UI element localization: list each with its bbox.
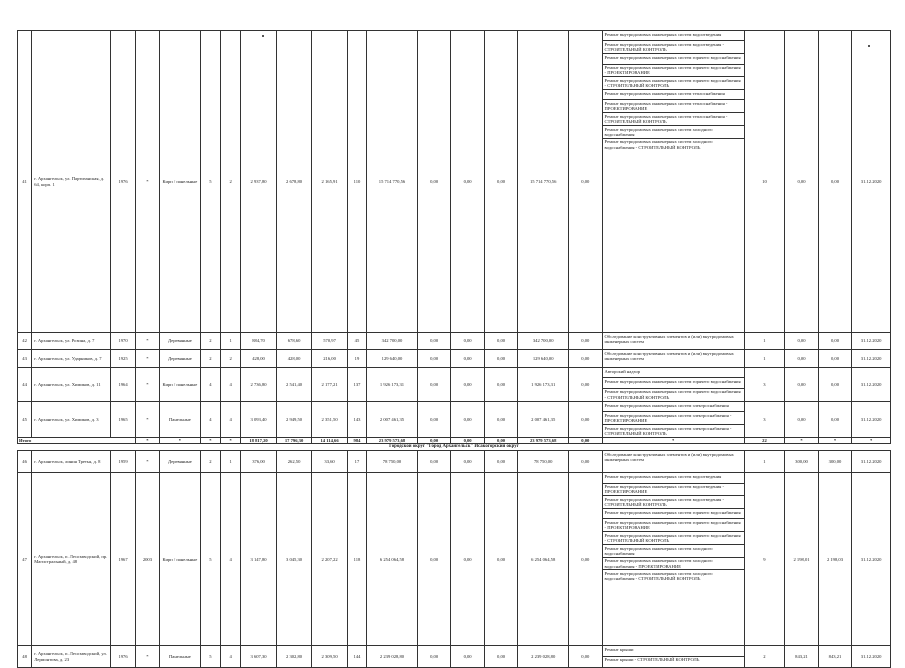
cell-c1: 300,00 <box>785 451 818 473</box>
cell-f2: 0,00 <box>451 451 484 473</box>
cell-c1: 843,21 <box>785 646 818 668</box>
works-list <box>602 368 744 402</box>
total-a1: 18 817,20 <box>241 437 277 443</box>
cell-p: 45 <box>347 333 366 350</box>
cell-a2: 678,60 <box>276 333 312 350</box>
cell-c2: 0,00 <box>818 350 851 368</box>
cell-fl: 5 <box>200 646 220 668</box>
work-item: Ремонт внутридомовых инженерных систем теплоснабжения <box>603 90 744 100</box>
cell-f4: 0,00 <box>569 473 602 646</box>
cell-t: 78 750,00 <box>367 451 418 473</box>
cell-u: 9 <box>744 473 785 646</box>
cell-c1: 0,00 <box>785 31 818 333</box>
cell-y1: 1959 <box>111 451 135 473</box>
cell-d: 31.12.2020 <box>852 31 891 333</box>
work-item: Обследование конструктивных элементов и (или) внутридомовых инженерных систем <box>604 333 734 344</box>
cell-y2: * <box>135 402 159 438</box>
works-list <box>602 473 744 646</box>
cell-f3: 0,00 <box>484 350 517 368</box>
cell-y1: 1925 <box>111 350 135 368</box>
total-a2: 17 796,30 <box>276 437 312 443</box>
cell-a3: 2 351,50 <box>312 402 348 438</box>
cell-d: 31.12.2020 <box>852 350 891 368</box>
cell-fl: 4 <box>200 368 220 402</box>
cell-a3: 33,60 <box>312 451 348 473</box>
cell-n: 47 <box>18 473 32 646</box>
cell-y2: * <box>135 451 159 473</box>
work-item: Ремонт внутридомовых инженерных систем водоотведения - СТРОИТЕЛЬНЫЙ КОНТРОЛЬ <box>603 41 744 54</box>
cell-y1: 1970 <box>111 333 135 350</box>
cell-n: 41 <box>18 31 32 333</box>
cell-a2: 3 045,30 <box>276 473 312 646</box>
cell-a2: 2 541,40 <box>276 368 312 402</box>
work-item: Ремонт внутридомовых инженерных систем горячего водоснабжения <box>603 54 744 64</box>
total-works: * <box>602 437 744 443</box>
table-row <box>18 451 891 473</box>
cell-f3: 0,00 <box>484 646 517 668</box>
cell-f1: 0,00 <box>417 31 450 333</box>
cell-f4: 0,00 <box>569 333 602 350</box>
cell-addr: г. Архангельск, п. Лесозаводский, пр. Магистральный, д. 48 <box>32 473 111 646</box>
table-row <box>18 646 891 668</box>
cell-en: 1 <box>220 333 240 350</box>
total-fl: * <box>200 437 220 443</box>
cell-fl: 2 <box>200 333 220 350</box>
cell-c2: 843,21 <box>818 646 851 668</box>
cell-c1: 0,00 <box>785 333 818 350</box>
work-item: Ремонт внутридомовых инженерных систем теплоснабжения - СТРОИТЕЛЬНЫЙ КОНТРОЛЬ <box>603 113 744 126</box>
cell-mat: Деревянные <box>160 333 201 350</box>
cell-a3: 2 309,50 <box>312 646 348 668</box>
cell-u: 10 <box>744 31 785 333</box>
cell-f4: 0,00 <box>569 31 602 333</box>
work-item: Ремонт внутридомовых инженерных систем холодного водоснабжения - СТРОИТЕЛЬНЫЙ КОНТРОЛЬ <box>604 139 713 150</box>
total-c2: * <box>818 437 851 443</box>
cell-t: 6 254 064,58 <box>367 473 418 646</box>
work-item: Ремонт внутридомовых инженерных систем горячего водоснабжения - СТРОИТЕЛЬНЫЙ КОНТРОЛЬ <box>603 532 744 545</box>
total-mat: * <box>160 437 201 443</box>
cell-c1: 0,00 <box>785 350 818 368</box>
cell-f3: 0,00 <box>484 333 517 350</box>
cell-u: 1 <box>744 451 785 473</box>
cell-f1: 0,00 <box>417 333 450 350</box>
total-c1: * <box>785 437 818 443</box>
cell-en: 4 <box>220 402 240 438</box>
cell-n: 42 <box>18 333 32 350</box>
cell-n: 45 <box>18 402 32 438</box>
cell-f2: 0,00 <box>451 31 484 333</box>
cell-n: 43 <box>18 350 32 368</box>
work-item: Ремонт внутридомовых инженерных систем горячего водоснабжения <box>603 378 744 388</box>
total-a3: 14 114,66 <box>312 437 348 443</box>
cell-a1: 3 147,80 <box>241 473 277 646</box>
cell-d: 31.12.2020 <box>852 646 891 668</box>
cell-own: 1 926 173,31 <box>518 368 569 402</box>
cell-c1: 2 198,01 <box>785 473 818 646</box>
cell-own: 15 714 770,56 <box>518 31 569 333</box>
cell-a1: 2 937,80 <box>241 31 277 333</box>
cell-f1: 0,00 <box>417 350 450 368</box>
works-list <box>602 402 744 438</box>
repair-program-table <box>17 30 891 668</box>
section-header-row <box>18 444 891 451</box>
cell-u: 3 <box>744 368 785 402</box>
total-f3: 0,00 <box>484 437 517 443</box>
work-item: Ремонт внутридомовых инженерных систем горячего водоснабжения - СТРОИТЕЛЬНЫЙ КОНТРОЛЬ <box>604 389 741 400</box>
cell-mat: Кирп / панельные <box>160 31 201 333</box>
works-list <box>602 31 744 333</box>
cell-a2: 2 949,50 <box>276 402 312 438</box>
cell-a3: 2 207,22 <box>312 473 348 646</box>
cell-y2: * <box>135 646 159 668</box>
cell-y1: 1976 <box>111 31 135 333</box>
work-item: Ремонт внутридомовых инженерных систем горячего водоснабжения <box>603 509 744 519</box>
cell-f2: 0,00 <box>451 646 484 668</box>
total-p: 984 <box>347 437 366 443</box>
cell-t: 342 700,00 <box>367 333 418 350</box>
cell-mat: Деревянные <box>160 451 201 473</box>
cell-y1: 1976 <box>111 646 135 668</box>
cell-f4: 0,00 <box>569 350 602 368</box>
cell-f2: 0,00 <box>451 473 484 646</box>
total-f2: 0,00 <box>451 437 484 443</box>
work-item: Обследование конструктивных элементов и (или) внутридомовых инженерных систем <box>604 451 734 463</box>
total-en: * <box>220 437 240 443</box>
cell-f1: 0,00 <box>417 368 450 402</box>
cell-a1: 376,00 <box>241 451 277 473</box>
cell-c2: 0,00 <box>818 368 851 402</box>
cell-t: 129 640,00 <box>367 350 418 368</box>
cell-y1: 1964 <box>111 368 135 402</box>
cell-y2: * <box>135 333 159 350</box>
cell-f2: 0,00 <box>451 333 484 350</box>
cell-d: 31.12.2020 <box>852 368 891 402</box>
cell-a1: 3 607,30 <box>241 646 277 668</box>
cell-p: 118 <box>347 473 366 646</box>
total-t: 23 979 573,68 <box>367 437 418 443</box>
cell-c2: 0,00 <box>818 402 851 438</box>
works-list <box>602 451 744 473</box>
work-item: Ремонт внутридомовых инженерных систем горячего водоснабжения - СТРОИТЕЛЬНЫЙ КОНТРОЛЬ <box>603 77 744 90</box>
cell-y2: * <box>135 350 159 368</box>
cell-en: 4 <box>220 646 240 668</box>
cell-y2: 2003 <box>135 473 159 646</box>
cell-own: 129 640,00 <box>518 350 569 368</box>
cell-u: 3 <box>744 402 785 438</box>
cell-a2: 428,00 <box>276 350 312 368</box>
work-item: Ремонт внутридомовых инженерных систем водоотведения - ПРОЕКТИРОВАНИЕ <box>603 484 744 497</box>
cell-p: 19 <box>347 350 366 368</box>
cell-c1: 0,00 <box>785 368 818 402</box>
works-list <box>602 333 744 350</box>
cell-a3: 216,00 <box>312 350 348 368</box>
cell-p: 137 <box>347 368 366 402</box>
cell-n: 44 <box>18 368 32 402</box>
cell-f4: 0,00 <box>569 451 602 473</box>
cell-t: 1 926 173,31 <box>367 368 418 402</box>
cell-a1: 3 093,40 <box>241 402 277 438</box>
work-item: Ремонт крыши <box>603 646 744 656</box>
cell-t: 2 239 028,80 <box>367 646 418 668</box>
cell-own: 6 254 064,58 <box>518 473 569 646</box>
cell-addr: г. Архангельск, ул. Химиков, д. 3 <box>32 402 111 438</box>
cell-en: 4 <box>220 473 240 646</box>
cell-f3: 0,00 <box>484 31 517 333</box>
cell-fl: 5 <box>200 473 220 646</box>
cell-c2: 0,00 <box>818 333 851 350</box>
cell-a1: 2 736,80 <box>241 368 277 402</box>
cell-c2: 300,00 <box>818 451 851 473</box>
cell-own: 2 007 461,35 <box>518 402 569 438</box>
section-title: Городской округ "Город Архангельск" Исакогорский округ <box>18 444 891 451</box>
cell-own: 342 700,00 <box>518 333 569 350</box>
table-row <box>18 473 891 646</box>
cell-addr: г. Архангельск, ул. Химиков, д. 11 <box>32 368 111 402</box>
work-item: Ремонт внутридомовых инженерных систем водоотведения <box>603 473 744 483</box>
total-label: Итого <box>18 437 136 443</box>
cell-fl: 4 <box>200 402 220 438</box>
work-item: Ремонт внутридомовых инженерных систем водоотведения <box>603 31 744 41</box>
cell-addr: г. Архангельск, ул. Ударников, д. 7 <box>32 350 111 368</box>
cell-y1: 1965 <box>111 402 135 438</box>
total-f1: 0,00 <box>417 437 450 443</box>
table-row <box>18 350 891 368</box>
cell-en: 1 <box>220 451 240 473</box>
cell-own: 78 750,00 <box>518 451 569 473</box>
cell-n: 48 <box>18 646 32 668</box>
cell-d: 31.12.2020 <box>852 402 891 438</box>
work-item: Ремонт внутридомовых инженерных систем холодного водоснабжения <box>603 545 744 558</box>
cell-fl: 2 <box>200 451 220 473</box>
cell-mat: Панельные <box>160 402 201 438</box>
cell-mat: Кирп / панельные <box>160 368 201 402</box>
cell-f4: 0,00 <box>569 646 602 668</box>
cell-a2: 262,50 <box>276 451 312 473</box>
cell-d: 31.12.2020 <box>852 333 891 350</box>
work-item: Обследование конструктивных элементов и (или) внутридомовых инженерных систем <box>604 350 734 361</box>
cell-y1: 1967 <box>111 473 135 646</box>
work-item: Ремонт внутридомовых инженерных систем холодного водоснабжения - СТРОИТЕЛЬНЫЙ КОНТРОЛЬ <box>604 571 713 582</box>
work-item: Ремонт внутридомовых инженерных систем горячего водоснабжения - ПРОЕКТИРОВАНИЕ <box>603 519 744 532</box>
cell-f2: 0,00 <box>451 368 484 402</box>
cell-a2: 2 302,80 <box>276 646 312 668</box>
work-item: Ремонт внутридомовых инженерных систем электроснабжения - СТРОИТЕЛЬНЫЙ КОНТРОЛЬ <box>604 425 732 437</box>
cell-f1: 0,00 <box>417 451 450 473</box>
cell-addr: г. Архангельск, п. Лесозаводский, ул. Лермонтова, д. 23 <box>32 646 111 668</box>
work-item: Ремонт внутридомовых инженерных систем горячего водоснабжения - ПРОЕКТИРОВАНИЕ <box>603 65 744 78</box>
cell-u: 1 <box>744 333 785 350</box>
cell-a1: 884,70 <box>241 333 277 350</box>
cell-fl: 2 <box>200 350 220 368</box>
cell-d: 31.12.2020 <box>852 473 891 646</box>
cell-mat: Кирп / панельные <box>160 473 201 646</box>
work-item: Ремонт внутридомовых инженерных систем холодного водоснабжения <box>603 126 744 139</box>
cell-f1: 0,00 <box>417 473 450 646</box>
table-row <box>18 333 891 350</box>
cell-mat: Деревянные <box>160 350 201 368</box>
table-row <box>18 368 891 402</box>
cell-p: 110 <box>347 31 366 333</box>
work-item: Авторский надзор <box>603 368 744 378</box>
cell-f1: 0,00 <box>417 646 450 668</box>
cell-n: 46 <box>18 451 32 473</box>
cell-f3: 0,00 <box>484 402 517 438</box>
cell-f3: 0,00 <box>484 451 517 473</box>
total-y2: * <box>135 437 159 443</box>
work-item: Ремонт внутридомовых инженерных систем теплоснабжения - ПРОЕКТИРОВАНИЕ <box>603 100 744 113</box>
work-item: Ремонт внутридомовых инженерных систем электроснабжения <box>603 402 744 412</box>
cell-c2: 2 198,03 <box>818 473 851 646</box>
work-item: Ремонт внутридомовых инженерных систем водоотведения - СТРОИТЕЛЬНЫЙ КОНТРОЛЬ <box>603 496 744 509</box>
cell-a1: 428,00 <box>241 350 277 368</box>
cell-p: 144 <box>347 646 366 668</box>
cell-en: 2 <box>220 31 240 333</box>
cell-d: 31.12.2020 <box>852 451 891 473</box>
cell-p: 143 <box>347 402 366 438</box>
cell-u: 1 <box>744 350 785 368</box>
cell-own: 2 239 028,80 <box>518 646 569 668</box>
cell-t: 2 007 461,35 <box>367 402 418 438</box>
cell-en: 4 <box>220 368 240 402</box>
total-d: * <box>852 437 891 443</box>
cell-a3: 570,97 <box>312 333 348 350</box>
cell-fl: 5 <box>200 31 220 333</box>
total-u: 22 <box>744 437 785 443</box>
cell-f4: 0,00 <box>569 402 602 438</box>
cell-addr: г. Архангельск, ул. Партизанская, д. 64, корп. 1 <box>32 31 111 333</box>
cell-en: 2 <box>220 350 240 368</box>
total-f4: 0,00 <box>569 437 602 443</box>
cell-addr: г. Архангельск, ул. Розина, д. 7 <box>32 333 111 350</box>
table-row <box>18 31 891 333</box>
cell-f3: 0,00 <box>484 473 517 646</box>
cell-p: 17 <box>347 451 366 473</box>
cell-u: 2 <box>744 646 785 668</box>
cell-a2: 2 678,80 <box>276 31 312 333</box>
work-item: Ремонт внутридомовых инженерных систем электроснабжения - ПРОЕКТИРОВАНИЕ <box>603 412 744 425</box>
work-item: Ремонт внутридомовых инженерных систем холодного водоснабжения - ПРОЕКТИРОВАНИЕ <box>603 558 744 571</box>
cell-y2: * <box>135 31 159 333</box>
total-own: 23 979 573,68 <box>518 437 569 443</box>
table-row <box>18 402 891 438</box>
works-list <box>602 350 744 368</box>
cell-f2: 0,00 <box>451 350 484 368</box>
cell-t: 15 714 770,56 <box>367 31 418 333</box>
work-item: Ремонт крыши - СТРОИТЕЛЬНЫЙ КОНТРОЛЬ <box>604 657 700 663</box>
cell-a3: 2 177,21 <box>312 368 348 402</box>
cell-mat: Панельные <box>160 646 201 668</box>
cell-f1: 0,00 <box>417 402 450 438</box>
cell-f2: 0,00 <box>451 402 484 438</box>
cell-c2: 0,00 <box>818 31 851 333</box>
cell-f4: 0,00 <box>569 368 602 402</box>
works-list <box>602 646 744 668</box>
cell-y2: * <box>135 368 159 402</box>
cell-f3: 0,00 <box>484 368 517 402</box>
cell-addr: г. Архангельск, линия Третья, д. 8 <box>32 451 111 473</box>
cell-a3: 2 165,91 <box>312 31 348 333</box>
cell-c1: 0,00 <box>785 402 818 438</box>
